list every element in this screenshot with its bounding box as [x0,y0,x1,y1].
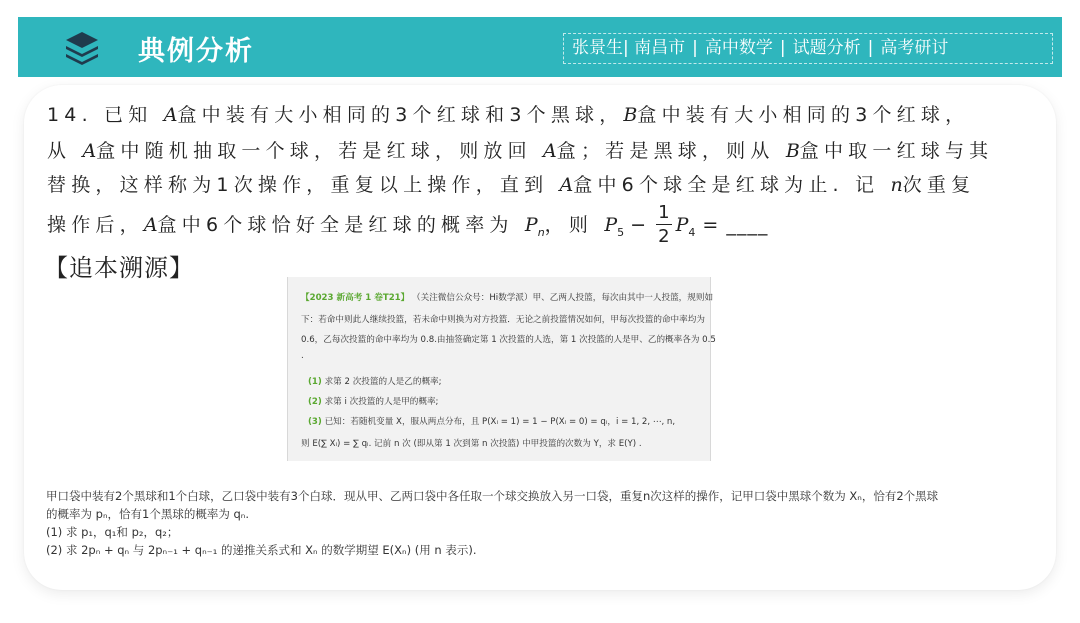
problem-line-4: 操作后，A盒中6个球恰好全是红球的概率为 $P_n$，则 $P_5$ − $\frac{1}{2}$ $P_4$ = ____ [47,202,769,247]
bottom-line-1: 甲口袋中装有2个黑球和1个白球，乙口袋中装有3个白球．现从甲、乙两口袋中各任取一个球交换放入另一口袋，重复n次这样的操作，记甲口袋中黑球个数为 Xₙ，恰有2个黑球 [46,489,939,503]
fraction-one-half: $\frac{1}{2}$ [658,202,670,247]
tag-analysis: 试题分析 [792,38,861,58]
bottom-line-4: (2) 求 2pₙ + qₙ 与 2pₙ₋₁ + qₙ₋₁ 的递推关系式和 Xₙ 的数学期望 E(Xₙ) (用 n 表示). [46,543,477,557]
stack-layers-icon [62,28,102,68]
bottom-line-2: 的概率为 pₙ，恰有1个黑球的概率为 qₙ. [46,507,250,521]
source-line-4: . [301,351,304,361]
source-question-3: (3) 已知：若随机变量 X，服从两点分布，且 P(Xᵢ = 1) = 1 − P(Xᵢ = 0) = qᵢ，i = 1, 2, ⋯, n, [308,417,676,427]
header-title: 典例分析 [138,36,254,67]
section-title: 【追本溯源】 [44,254,194,282]
header-bar [18,17,1062,77]
problem-line-3: 替换，这样称为1次操作，重复以上操作，直到 A盒中6个球全是红球为止. 记 n次重复 [47,174,976,196]
source-line-2: 下：若命中则此人继续投篮，若未命中则换为对方投篮．无论之前投篮情况如何，甲每次投篮的命中率均为 [301,315,705,325]
problem-line-2: 从 A盒中随机抽取一个球，若是红球，则放回 A盒；若是黑球，则从 B盒中取一红球与其 [47,140,994,162]
source-problem-image [287,277,716,461]
tag-author: 张景生| 南昌市 [572,38,686,58]
header-tags: 张景生| 南昌市 | 高中数学 | 试题分析 | 高考研讨 [563,33,1053,64]
source-question-2: (2) 求第 i 次投篮的人是甲的概率; [308,397,439,407]
bottom-line-3: (1) 求 p₁，q₁和 p₂，q₂； [46,525,179,539]
tag-subject: 高中数学 [704,38,773,58]
source-question-1: (1) 求第 2 次投篮的人是乙的概率; [308,377,442,387]
source-line-3: 0.6，乙每次投篮的命中率均为 0.8.由抽签确定第 1 次投篮的人选，第 1 次投篮的人是甲、乙的概率各为 0.5 [301,335,716,345]
problem-line-1: 14. 已知 A盒中装有大小相同的3个红球和3个黑球，B盒中装有大小相同的3个红球， [47,104,970,126]
source-line-1: 【2023 新高考 1 卷T21】 （关注微信公众号：Hi数学派）甲、乙两人投篮，每次由其中一人投篮，规则如 [301,293,714,303]
tag-research: 高考研讨 [880,38,949,58]
source-question-3b: 则 E(∑ Xᵢ) = ∑ qᵢ. 记前 n 次 (即从第 1 次到第 n 次投篮) 中甲投篮的次数为 Y，求 E(Y) . [301,439,642,449]
